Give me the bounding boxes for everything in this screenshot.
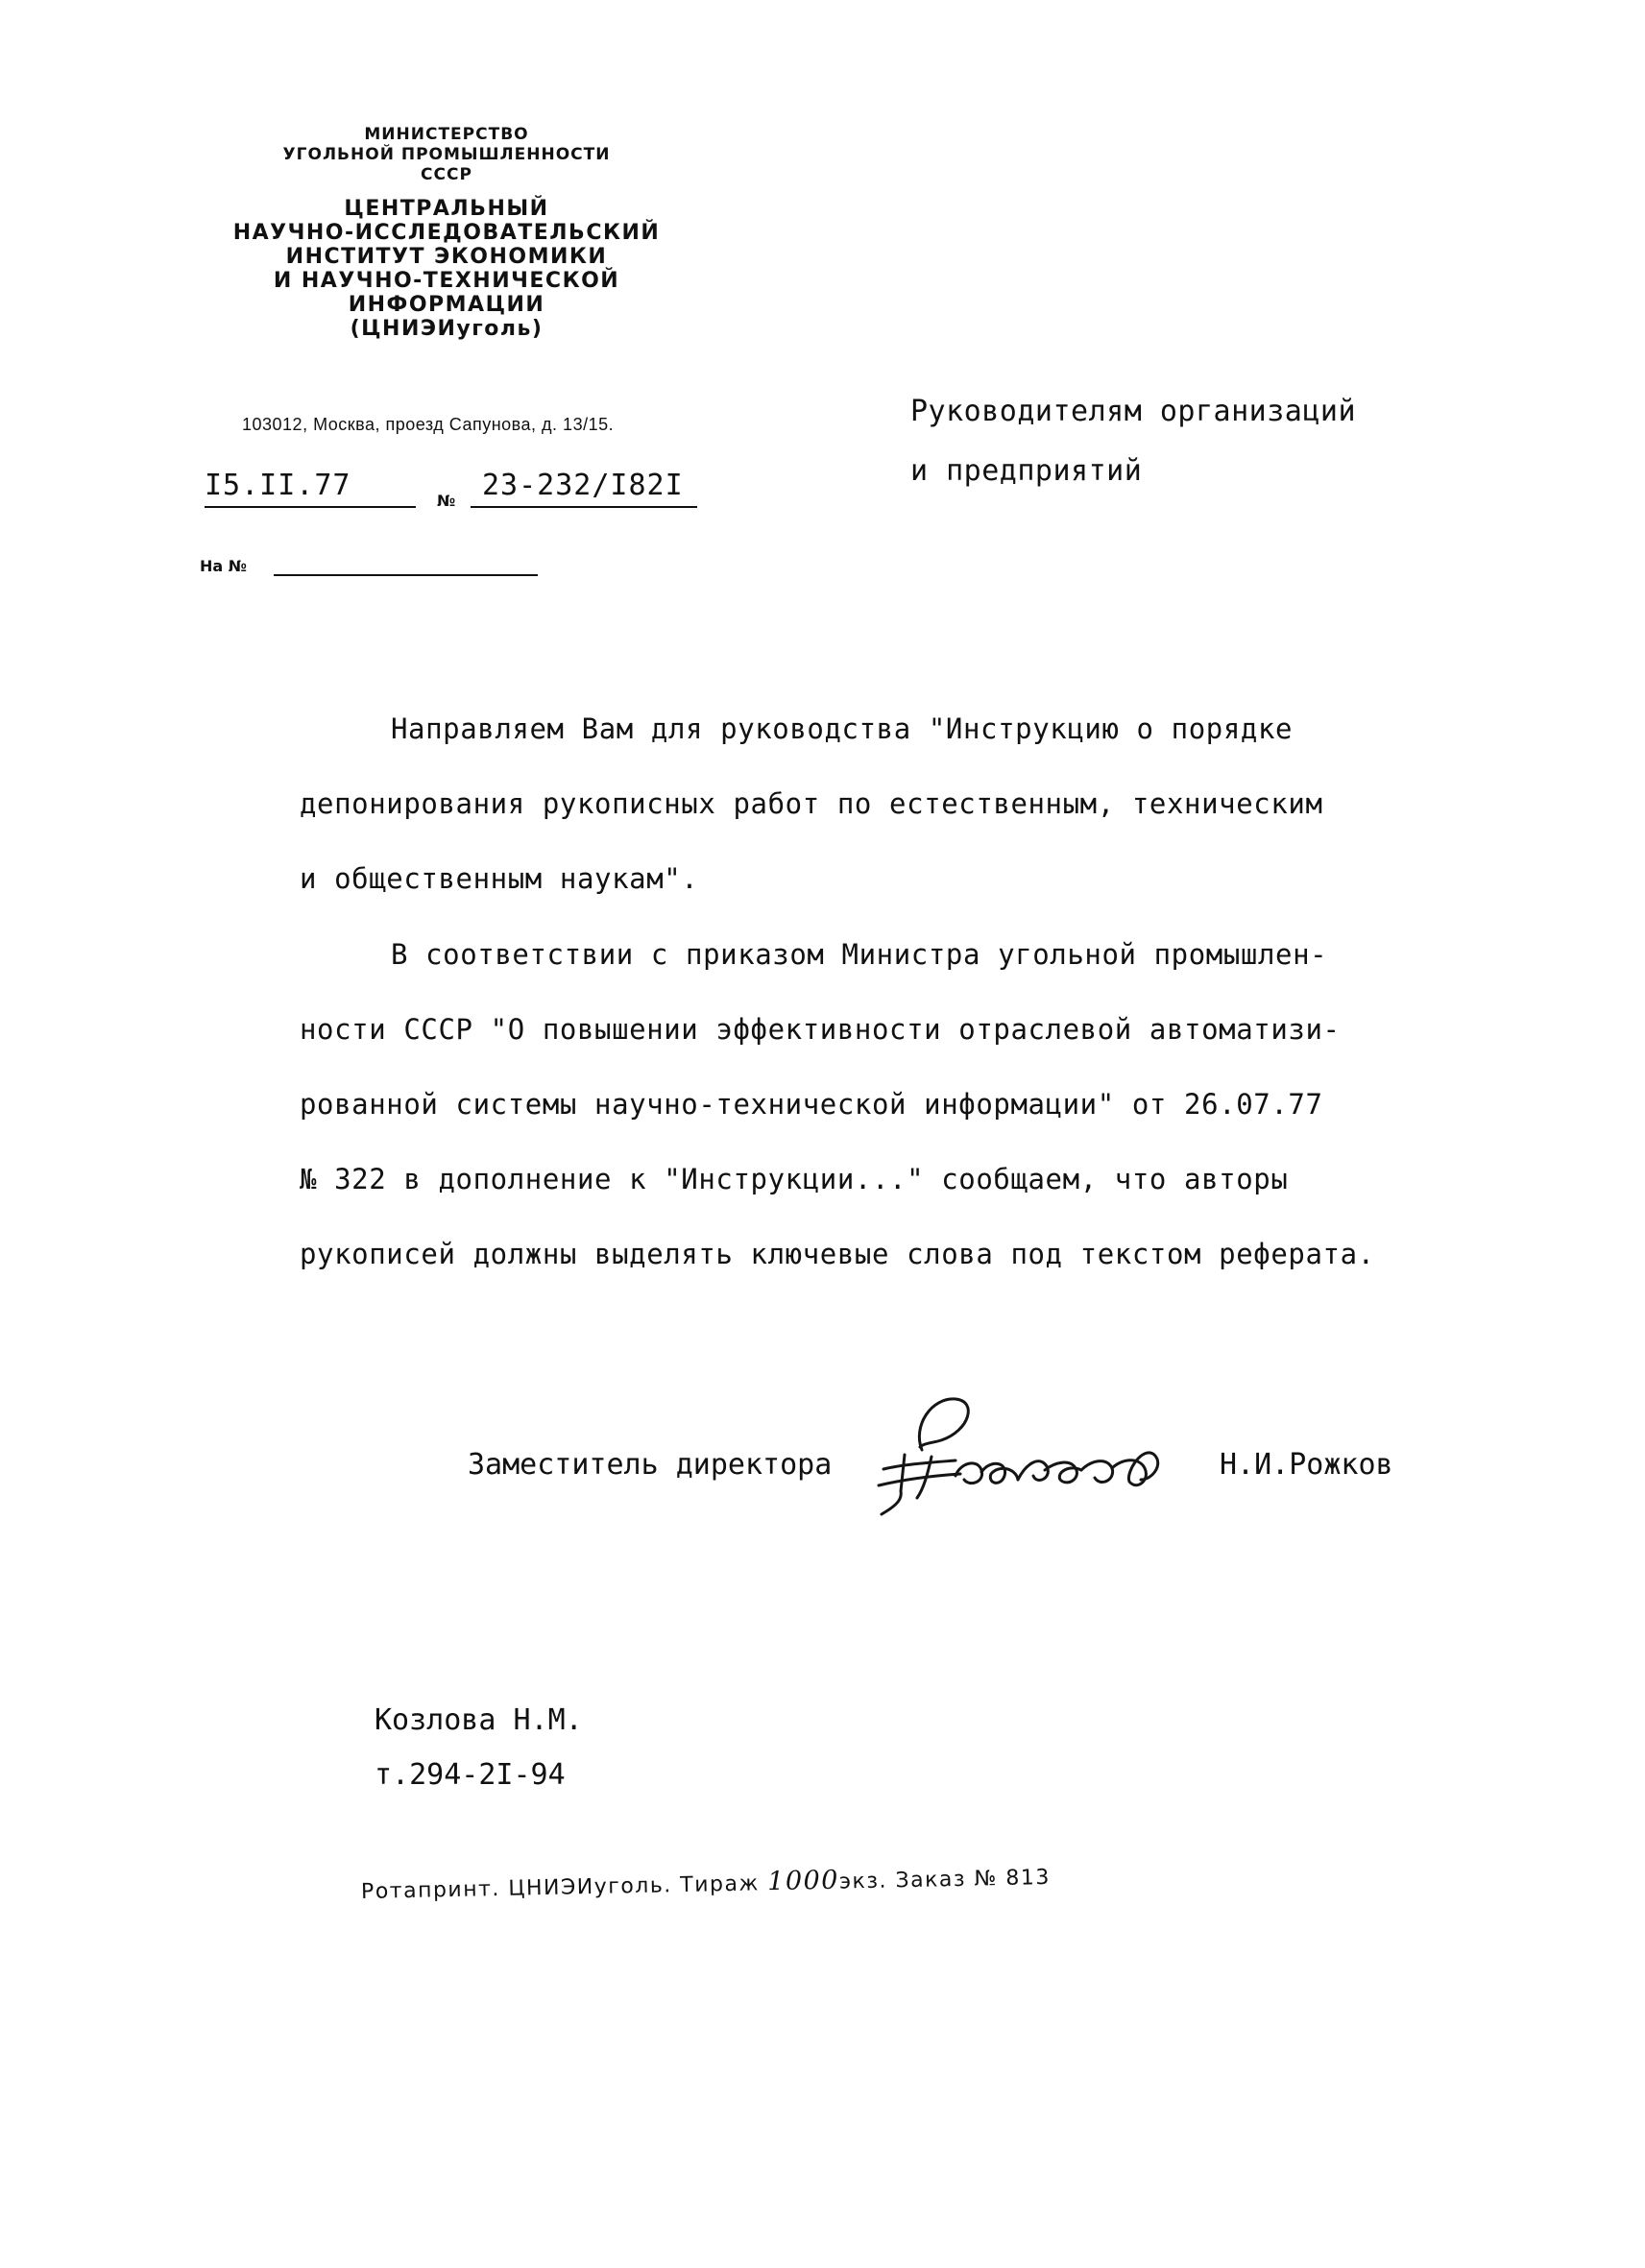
institute-line: ИНСТИТУТ ЭКОНОМИКИ <box>285 245 608 269</box>
footer-copies-unit: экз. Заказ <box>838 1867 967 1894</box>
paragraph-line: В соответствии с приказом Министра угольной промышлен- <box>391 938 1328 971</box>
letterhead <box>192 125 701 341</box>
printing-footer <box>361 1861 1052 1905</box>
letter-number: 23-232/I82I <box>482 469 684 502</box>
contact-block <box>375 1693 583 1802</box>
addressee <box>910 382 1356 501</box>
handwritten-signature <box>864 1387 1191 1522</box>
institute-address: 103012, Москва, проезд Сапунова, д. 13/15. <box>242 415 615 434</box>
institute-line: ЦЕНТРАЛЬНЫЙ <box>344 197 549 221</box>
institute-line: ИНФОРМАЦИИ <box>348 293 545 317</box>
footer-prefix: Ротапринт. ЦНИЭИуголь. Тираж <box>360 1871 761 1904</box>
paragraph-2 <box>300 917 1375 1291</box>
institute-line: И НАУЧНО-ТЕХНИЧЕСКОЙ <box>273 269 620 293</box>
institute-name <box>192 197 701 341</box>
footer-order-sign: № <box>974 1867 999 1892</box>
letter-date: I5.II.77 <box>205 469 351 502</box>
paragraph-line: ности СССР "О повышении эффективности отраслевой автоматизи- <box>300 1013 1341 1046</box>
reference-label: На № <box>200 557 248 575</box>
paragraph-line: рукописей должны выделять ключевые слова под текстом реферата. <box>300 1238 1375 1270</box>
ministry-line: УГОЛЬНОЙ ПРОМЫШЛЕННОСТИ <box>282 145 611 164</box>
ministry-line: МИНИСТЕРСТВО <box>364 125 529 144</box>
paragraph-line: № 322 в дополнение к "Инструкции..." сообщаем, что авторы <box>300 1163 1289 1195</box>
footer-order-number: 813 <box>1005 1865 1052 1891</box>
paragraph-line: рованной системы научно-технической информации" от 26.07.77 <box>300 1088 1323 1121</box>
paragraph-line: Направляем Вам для руководства "Инструкцию о порядке <box>391 712 1294 745</box>
signatory-name: Н.И.Рожков <box>1220 1448 1393 1482</box>
date-underline <box>205 506 416 508</box>
paragraph-line: и общественным наукам". <box>300 862 699 895</box>
institute-line: НАУЧНО-ИССЛЕДОВАТЕЛЬСКИЙ <box>232 221 661 245</box>
number-sign: № <box>437 492 456 510</box>
addressee-line: Руководителям организаций <box>910 395 1357 428</box>
addressee-line: и предприятий <box>910 454 1143 488</box>
reference-underline <box>274 574 538 576</box>
institute-line: (ЦНИЭИуголь) <box>350 317 544 341</box>
footer-copies: 1000 <box>766 1865 840 1897</box>
ministry-line: СССР <box>421 165 472 184</box>
paragraph-line: депонирования рукописных работ по естественным, техническим <box>300 787 1323 820</box>
contact-phone: т.294-2I-94 <box>375 1758 566 1792</box>
ministry-name <box>192 125 701 185</box>
contact-name: Козлова Н.М. <box>375 1703 583 1737</box>
signatory-title: Заместитель директора <box>468 1448 833 1482</box>
number-underline <box>471 506 697 508</box>
paragraph-1 <box>300 691 1323 916</box>
